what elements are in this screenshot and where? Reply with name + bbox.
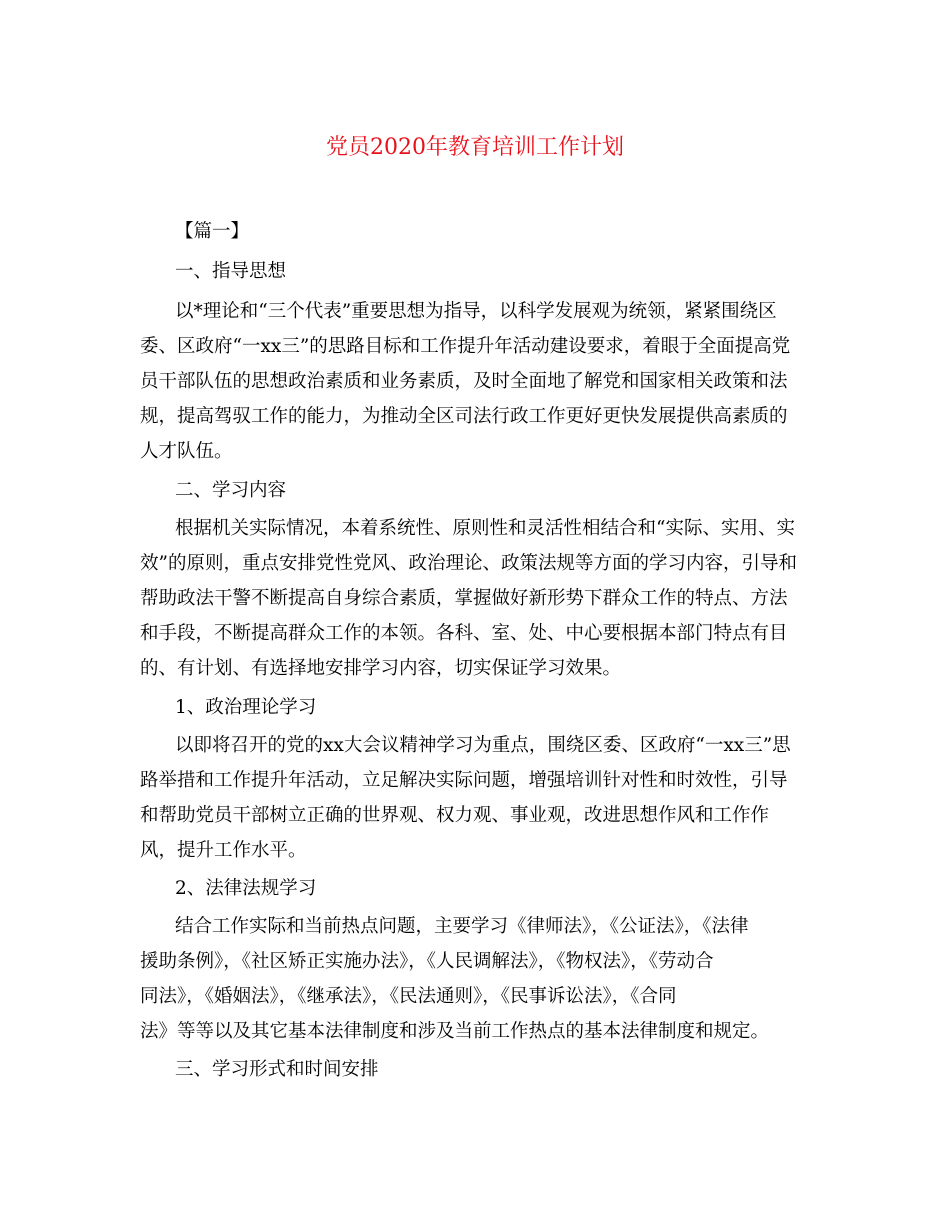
paragraph-line: 人才队伍。 (140, 441, 233, 462)
paragraph-line: 援助条例》，《社区矫正实施办法》，《人民调解法》，《物权法》，《劳动合 (140, 951, 714, 972)
heading-study-content: 二、学习内容 (175, 480, 287, 501)
paragraph-line: 路举措和工作提升年活动，立足解决实际问题，增强培训针对性和时效性，引导 (140, 770, 788, 791)
paragraph-line: 法》等等以及其它基本法律制度和涉及当前工作热点的基本法律制度和规定。 (140, 1021, 770, 1042)
paragraph-line: 委、区政府“一xx三”的思路目标和工作提升年活动建设要求，着眼于全面提高党 (140, 336, 791, 357)
paragraph-line: 以*理论和“三个代表”重要思想为指导，以科学发展观为统领，紧紧围绕区 (175, 301, 777, 322)
document-title: 党员2020年教育培训工作计划 (326, 135, 624, 160)
paragraph-line: 员干部队伍的思想政治素质和业务素质，及时全面地了解党和国家相关政策和法 (140, 371, 788, 392)
section-marker: 【篇一】 (175, 221, 250, 242)
paragraph-line: 和帮助党员干部树立正确的世界观、权力观、事业观，改进思想作风和工作作 (140, 805, 770, 826)
paragraph-line: 同法》，《婚姻法》，《继承法》，《民法通则》，《民事诉讼法》，《合同 (140, 986, 677, 1007)
heading-political-theory: 1、政治理论学习 (175, 697, 317, 718)
paragraph-line: 的、有计划、有选择地安排学习内容，切实保证学习效果。 (140, 658, 622, 679)
paragraph-line: 根据机关实际情况，本着系统性、原则性和灵活性相结合和“实际、实用、实 (175, 518, 795, 539)
paragraph-line: 以即将召开的党的xx大会议精神学习为重点，围绕区委、区政府“一xx三”思 (175, 735, 791, 756)
heading-guiding-thought: 一、指导思想 (175, 261, 287, 282)
paragraph-line: 帮助政法干警不断提高自身综合素质，掌握做好新形势下群众工作的特点、方法 (140, 588, 788, 609)
paragraph-line: 风，提升工作水平。 (140, 840, 307, 861)
paragraph-line: 结合工作实际和当前热点问题，主要学习《律师法》，《公证法》，《法律 (175, 916, 749, 937)
heading-law-study: 2、法律法规学习 (175, 878, 317, 899)
paragraph-line: 规，提高驾驭工作的能力，为推动全区司法行政工作更好更快发展提供高素质的 (140, 406, 788, 427)
paragraph-line: 和手段，不断提高群众工作的本领。各科、室、处、中心要根据本部门特点有目 (140, 623, 788, 644)
paragraph-line: 效”的原则，重点安排党性党风、政治理论、政策法规等方面的学习内容，引导和 (140, 553, 797, 574)
heading-study-format: 三、学习形式和时间安排 (175, 1059, 379, 1080)
